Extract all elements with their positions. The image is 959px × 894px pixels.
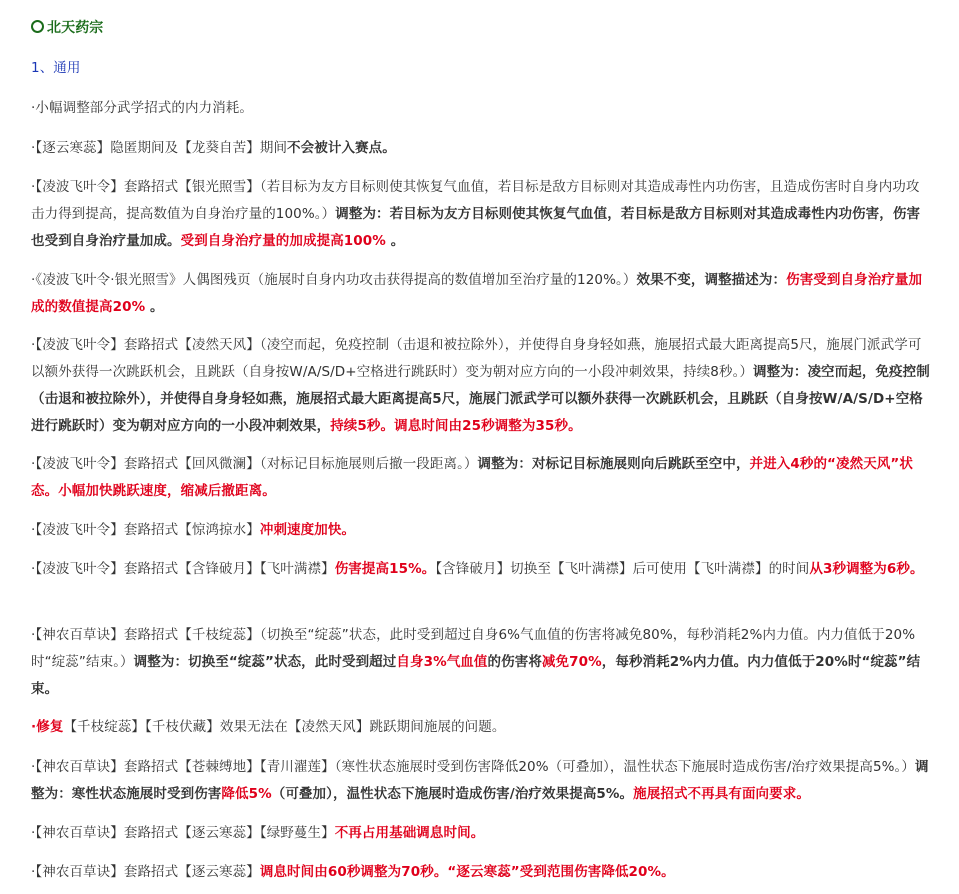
paragraph	[31, 859, 933, 886]
emphasis-run: 调整为：寒性状态施展时受到伤害	[31, 759, 929, 802]
emphasis-run: 。	[145, 299, 164, 315]
emphasis-run: 伤害受到自身治疗量加成的数值提高20%	[31, 272, 923, 315]
sect-title: 北天药宗	[31, 15, 933, 42]
emphasis-run: 自身3%气血值	[396, 654, 488, 670]
text-run: ·《凌波飞叶令·银光照雪》人偶图残页（施展时自身内功攻击获得提高的数值增加至治疗量的120%。）	[31, 272, 637, 288]
text-run: ·【神农百草诀】套路招式【苍棘缚地】【青川濯莲】（寒性状态施展时受到伤害降低20%（可叠加），温性状态下施展时造成伤害/治疗效果提高5%。）	[31, 759, 916, 775]
emphasis-run: 不再占用基础调息时间。	[334, 825, 485, 841]
paragraph	[31, 332, 933, 440]
paragraph	[31, 135, 933, 162]
emphasis-run: 减免70%	[541, 654, 602, 670]
emphasis-run: 调息时间由60秒调整为70秒。“逐云寒蕊”受到范围伤害降低20%。	[259, 864, 675, 880]
emphasis-run: 调整为：对标记目标施展则向后跳跃至空中，	[477, 456, 750, 472]
paragraph	[31, 451, 933, 505]
paragraph	[31, 714, 933, 741]
circle-bullet-icon	[31, 20, 44, 33]
emphasis-run: 冲刺速度加快。	[259, 522, 356, 538]
emphasis-run: 的伤害将	[487, 654, 542, 670]
paragraph	[31, 174, 933, 255]
paragraph	[31, 267, 933, 321]
paragraph	[31, 754, 933, 808]
text-run: ·【神农百草诀】套路招式【逐云寒蕊】	[31, 864, 260, 880]
paragraph	[31, 556, 933, 583]
text-run: ·【凌波飞叶令】套路招式【惊鸿掠水】	[31, 522, 260, 538]
text-run: ·【凌波飞叶令】套路招式【回风微澜】（对标记目标施展则后撤一段距离。）	[31, 456, 478, 472]
text-run: ·【凌波飞叶令】套路招式【凌然天风】（凌空而起，免疫控制（击退和被拉除外），并使得自身身轻如燕，施展招式最大距离提高5尺，施展门派武学可以额外获得一次跳跃机会，且跳跃（自身按W/A/S/D+空格进行跳跃时）变为朝对应方向的一小段冲刺效果，持续8秒。）	[31, 337, 922, 380]
text-run: ·【神农百草诀】套路招式【千枝绽蕊】（切换至“绽蕊”状态，此时受到超过自身6%气血值的伤害将减免80%，每秒消耗2%内力值。内力值低于20%时“绽蕊”结束。）	[31, 627, 916, 670]
emphasis-run: 。	[385, 233, 405, 249]
paragraph	[31, 517, 933, 544]
text-run: ·【神农百草诀】套路招式【逐云寒蕊】【绿野蔓生】	[31, 825, 335, 841]
text-run: ·小幅调整部分武学招式的内力消耗。	[31, 100, 253, 116]
emphasis-run: 持续5秒。调息时间由25秒调整为35秒。	[330, 418, 582, 434]
paragraph	[31, 95, 933, 122]
emphasis-run: ·修复	[31, 719, 64, 735]
text-run: ·【凌波飞叶令】套路招式【银光照雪】（若目标为友方目标则使其恢复气血值，若目标是敌方目标则对其造成毒性内功伤害，且造成伤害时自身内功攻击力得到提高，提高数值为自身治疗量的100%。）	[31, 179, 920, 222]
emphasis-run: 伤害提高15%。	[334, 561, 436, 577]
text-run: 【千枝绽蕊】【千枝伏藏】效果无法在【凌然天风】跳跃期间施展的问题。	[63, 719, 506, 735]
emphasis-run: 并进入4秒的“凌然天风”状态。小幅加快跳跃速度，缩减后撤距离。	[31, 456, 913, 499]
emphasis-run: 从3秒调整为6秒。	[809, 561, 924, 577]
emphasis-run: 不会被计入赛点。	[287, 140, 396, 156]
emphasis-run: 调整为：若目标为友方目标则使其恢复气血值，若目标是敌方目标则对其造成毒性内功伤害，伤害也受到自身治疗量加成。	[31, 206, 921, 249]
section-heading: 1、通用	[31, 60, 81, 76]
emphasis-run: 受到自身治疗量的加成提高100%	[180, 233, 386, 249]
emphasis-run: ，每秒消耗2%内力值。内力值低于20%时“绽蕊”结束。	[31, 654, 921, 697]
emphasis-run: （可叠加），温性状态下施展时造成伤害/治疗效果提高5%。	[271, 786, 634, 802]
emphasis-run: 降低5%	[221, 786, 272, 802]
text-run: ·【逐云寒蕊】隐匿期间及【龙葵自苦】期间	[31, 140, 288, 156]
text-run: ·【凌波飞叶令】套路招式【含锋破月】【飞叶满襟】	[31, 561, 335, 577]
emphasis-run: 调整为：凌空而起，免疫控制（击退和被拉除外），并使得自身身轻如燕，施展招式最大距离提高5尺，施展门派武学可以额外获得一次跳跃机会，且跳跃（自身按W/A/S/D+空格进行跳跃时）变为朝对应方向的一小段冲刺效果，	[31, 364, 930, 434]
paragraph	[31, 820, 933, 847]
emphasis-run: 效果不变，调整描述为：	[636, 272, 787, 288]
text-run: 【含锋破月】切换至【飞叶满襟】后可使用【飞叶满襟】的时间	[435, 561, 810, 577]
paragraph	[31, 622, 933, 703]
emphasis-run: 施展招式不再具有面向要求。	[633, 786, 810, 802]
emphasis-run: 调整为：切换至“绽蕊”状态，此时受到超过	[133, 654, 397, 670]
